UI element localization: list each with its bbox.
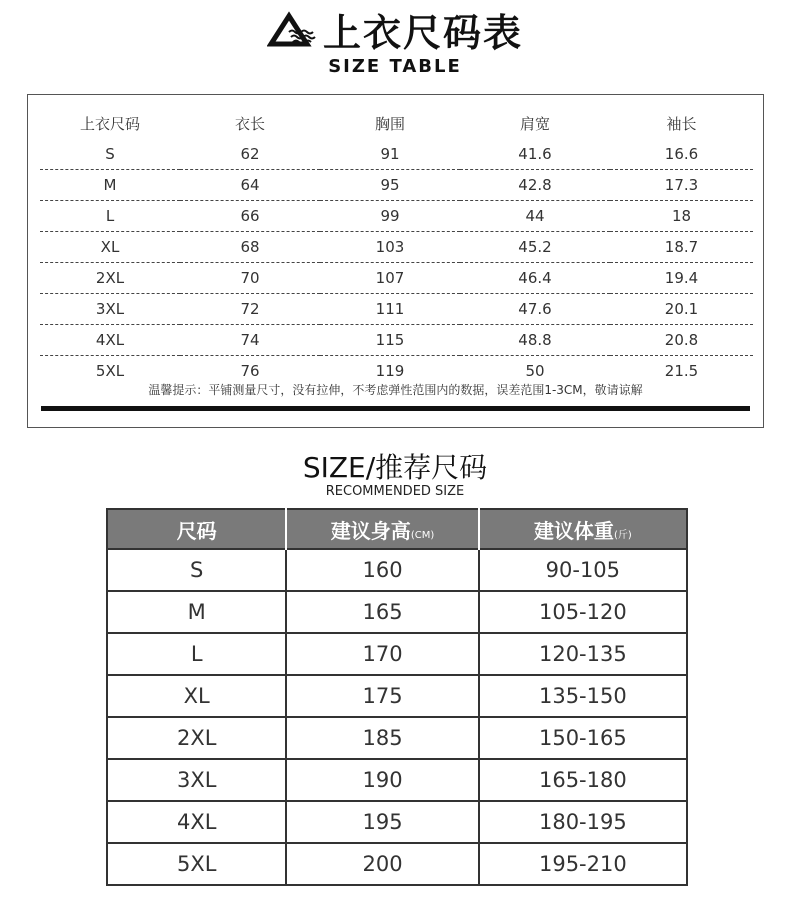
table-cell: 66 bbox=[180, 201, 320, 232]
triangle-wave-logo-icon bbox=[267, 10, 321, 48]
header-title-row bbox=[0, 6, 790, 55]
recommended-header-row bbox=[107, 509, 687, 549]
table-cell: 150-165 bbox=[479, 717, 687, 759]
divider bbox=[41, 406, 750, 411]
header-label: 尺码 bbox=[176, 518, 217, 543]
table-cell: L bbox=[40, 201, 180, 232]
table-cell: 45.2 bbox=[460, 232, 610, 263]
size-table-header-cell: 胸围 bbox=[374, 114, 405, 133]
recommended-subtitle: RECOMMENDED SIZE bbox=[325, 484, 465, 499]
table-cell: 180-195 bbox=[479, 801, 687, 843]
table-row bbox=[107, 549, 687, 591]
table-cell: 19.4 bbox=[610, 263, 753, 294]
table-cell: 70 bbox=[180, 263, 320, 294]
table-row bbox=[40, 263, 753, 294]
table-cell: 4XL bbox=[107, 801, 286, 843]
table-cell: 18.7 bbox=[610, 232, 753, 263]
table-cell: XL bbox=[107, 675, 286, 717]
table-cell: M bbox=[107, 591, 286, 633]
header-unit: (斤) bbox=[613, 529, 632, 541]
table-row bbox=[107, 633, 687, 675]
table-cell: XL bbox=[40, 232, 180, 263]
table-cell: 165 bbox=[286, 591, 478, 633]
recommended-header-cell bbox=[107, 509, 286, 549]
table-row bbox=[107, 591, 687, 633]
table-cell: 3XL bbox=[107, 759, 286, 801]
table-cell: S bbox=[107, 549, 286, 591]
table-row bbox=[107, 759, 687, 801]
table-cell: 48.8 bbox=[460, 325, 610, 356]
table-cell: 195-210 bbox=[479, 843, 687, 885]
table-cell: 18 bbox=[610, 201, 753, 232]
size-table-header-cell: 肩宽 bbox=[519, 114, 550, 133]
table-cell: 190 bbox=[286, 759, 478, 801]
table-row bbox=[40, 325, 753, 356]
page-title: 上衣尺码表 bbox=[322, 10, 523, 55]
recommended-header-cell bbox=[286, 509, 478, 549]
table-cell: 16.6 bbox=[610, 139, 753, 170]
table-row bbox=[107, 801, 687, 843]
size-table-header-cell: 衣长 bbox=[234, 114, 265, 133]
table-cell: 119 bbox=[375, 362, 405, 380]
table-cell: M bbox=[40, 170, 180, 201]
header-label: 建议体重 bbox=[533, 518, 614, 543]
table-cell: 68 bbox=[180, 232, 320, 263]
table-cell: 103 bbox=[320, 232, 460, 263]
table-cell: 5XL bbox=[107, 843, 286, 885]
table-cell: 95 bbox=[320, 170, 460, 201]
table-cell: 50 bbox=[525, 362, 545, 380]
table-cell: 99 bbox=[320, 201, 460, 232]
table-cell: 135-150 bbox=[479, 675, 687, 717]
table-cell: 200 bbox=[286, 843, 478, 885]
header-unit: (CM) bbox=[410, 529, 435, 541]
table-cell: 62 bbox=[180, 139, 320, 170]
table-cell: 165-180 bbox=[479, 759, 687, 801]
table-cell: 175 bbox=[286, 675, 478, 717]
table-cell: 115 bbox=[320, 325, 460, 356]
size-table-panel bbox=[27, 94, 764, 428]
table-row bbox=[40, 232, 753, 263]
table-cell: 107 bbox=[320, 263, 460, 294]
table-cell: 72 bbox=[180, 294, 320, 325]
table-row bbox=[40, 294, 753, 325]
table-cell: 2XL bbox=[40, 263, 180, 294]
table-row bbox=[40, 139, 753, 170]
table-row bbox=[40, 170, 753, 201]
recommended-header-cell bbox=[479, 509, 687, 549]
table-cell: 47.6 bbox=[460, 294, 610, 325]
table-cell: S bbox=[40, 139, 180, 170]
table-cell: 160 bbox=[286, 549, 478, 591]
size-table-header-cell: 袖长 bbox=[666, 114, 697, 133]
table-cell: 64 bbox=[180, 170, 320, 201]
table-row bbox=[40, 201, 753, 232]
size-table bbox=[40, 107, 753, 386]
table-cell: 195 bbox=[286, 801, 478, 843]
table-cell: 4XL bbox=[40, 325, 180, 356]
table-row bbox=[107, 843, 687, 885]
table-cell: 20.8 bbox=[610, 325, 753, 356]
table-row bbox=[107, 717, 687, 759]
table-cell: 105-120 bbox=[479, 591, 687, 633]
table-cell: 5XL bbox=[95, 362, 125, 380]
table-cell: 91 bbox=[320, 139, 460, 170]
recommended-size-table bbox=[106, 508, 688, 886]
table-cell: 17.3 bbox=[610, 170, 753, 201]
table-cell: 170 bbox=[286, 633, 478, 675]
table-cell: 3XL bbox=[40, 294, 180, 325]
table-cell: 42.8 bbox=[460, 170, 610, 201]
table-cell: 185 bbox=[286, 717, 478, 759]
table-cell: 76 bbox=[240, 362, 260, 380]
size-table-header-cell: 上衣尺码 bbox=[79, 114, 140, 133]
table-cell: 120-135 bbox=[479, 633, 687, 675]
table-cell: L bbox=[107, 633, 286, 675]
measurement-tip: 温馨提示：平铺测量尺寸，没有拉伸，不考虑弹性范围内的数据，误差范围1-3CM，敬请谅解 bbox=[148, 383, 643, 397]
table-cell: 44 bbox=[460, 201, 610, 232]
recommended-title: SIZE/推荐尺码 bbox=[302, 451, 488, 484]
table-cell: 21.5 bbox=[664, 362, 699, 380]
header-label: 建议身高 bbox=[330, 518, 411, 543]
table-cell: 41.6 bbox=[460, 139, 610, 170]
size-table-header-row bbox=[40, 107, 753, 139]
table-cell: 90-105 bbox=[479, 549, 687, 591]
table-cell: 74 bbox=[180, 325, 320, 356]
table-cell: 46.4 bbox=[460, 263, 610, 294]
table-row bbox=[107, 675, 687, 717]
table-cell: 20.1 bbox=[610, 294, 753, 325]
table-cell: 2XL bbox=[107, 717, 286, 759]
table-cell: 111 bbox=[320, 294, 460, 325]
page-subtitle: SIZE TABLE bbox=[328, 56, 462, 77]
